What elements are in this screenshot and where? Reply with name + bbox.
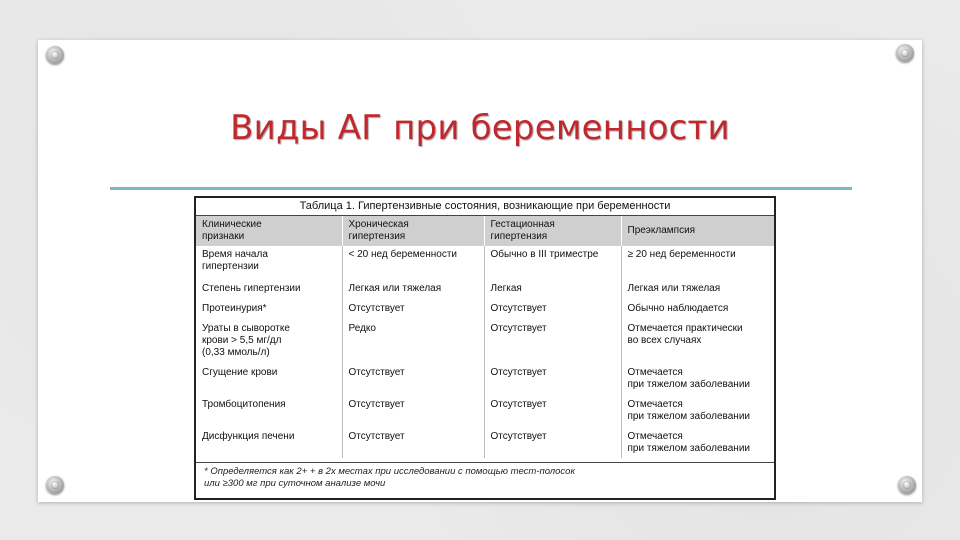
hypertension-table-figure	[194, 196, 776, 500]
title-divider	[110, 187, 852, 190]
table-cell: ≥ 20 нед беременности	[627, 249, 736, 260]
table-cell: Легкая или тяжелая	[342, 280, 484, 300]
table-row	[196, 246, 774, 280]
table-cell: Дисфункция печени	[196, 428, 342, 458]
table-cell: Обычно в III триместре	[484, 246, 621, 280]
hypertension-table	[196, 216, 774, 458]
table-cell: Отсутствует	[484, 300, 621, 320]
table-row	[196, 320, 774, 364]
table-row	[196, 428, 774, 458]
table-cell: Отсутствует	[342, 396, 484, 428]
table-cell: Отсутствует	[342, 300, 484, 320]
table-header-row	[196, 216, 774, 246]
table-cell: Отсутствует	[484, 364, 621, 396]
header-cell: Хроническая гипертензия	[342, 216, 484, 246]
table-footnote: * Определяется как 2+ + в 2х местах при исследовании с помощью тест-полосок или ≥300 мг при суточном анализе мочи	[196, 462, 774, 490]
pushpin-icon	[898, 476, 916, 494]
table-cell: Сгущение крови	[196, 364, 342, 396]
pushpin-icon	[46, 476, 64, 494]
table-caption: Таблица 1. Гипертензивные состояния, возникающие при беременности	[196, 198, 774, 216]
table-cell: Степень гипертензии	[196, 280, 342, 300]
table-row	[196, 396, 774, 428]
table-cell: Отсутствует	[342, 364, 484, 396]
table-cell: Ураты в сыворотке крови > 5,5 мг/дл (0,33 ммоль/л)	[196, 320, 342, 364]
table-cell: < 20 нед беременности	[342, 246, 484, 280]
table-cell: Отсутствует	[484, 396, 621, 428]
header-cell: Гестационная гипертензия	[484, 216, 621, 246]
table-cell: Легкая или тяжелая	[627, 283, 721, 294]
table-cell: Отсутствует	[484, 428, 621, 458]
table-cell: Отмечается при тяжелом заболевании	[627, 431, 750, 454]
table-cell: Обычно наблюдается	[627, 303, 729, 314]
table-row	[196, 300, 774, 320]
table-cell: Редко	[342, 320, 484, 364]
table-cell: Тромбоцитопения	[196, 396, 342, 428]
table-cell: Отмечается при тяжелом заболевании	[627, 367, 750, 390]
header-cell: Преэклампсия	[621, 216, 774, 246]
table-row	[196, 364, 774, 396]
pushpin-icon	[46, 46, 64, 64]
table-cell: Протеинурия*	[196, 300, 342, 320]
table-cell: Отсутствует	[342, 428, 484, 458]
pushpin-icon	[896, 44, 914, 62]
table-cell: Легкая	[484, 280, 621, 300]
table-row	[196, 280, 774, 300]
slide-title: Виды АГ при беременности	[230, 108, 730, 148]
table-cell: Время начала гипертензии	[196, 246, 342, 280]
header-cell: Клинические признаки	[196, 216, 342, 246]
table-cell: Отмечается при тяжелом заболевании	[627, 399, 750, 422]
table-cell: Отмечается практически во всех случаях	[627, 323, 743, 346]
table-cell: Отсутствует	[484, 320, 621, 364]
